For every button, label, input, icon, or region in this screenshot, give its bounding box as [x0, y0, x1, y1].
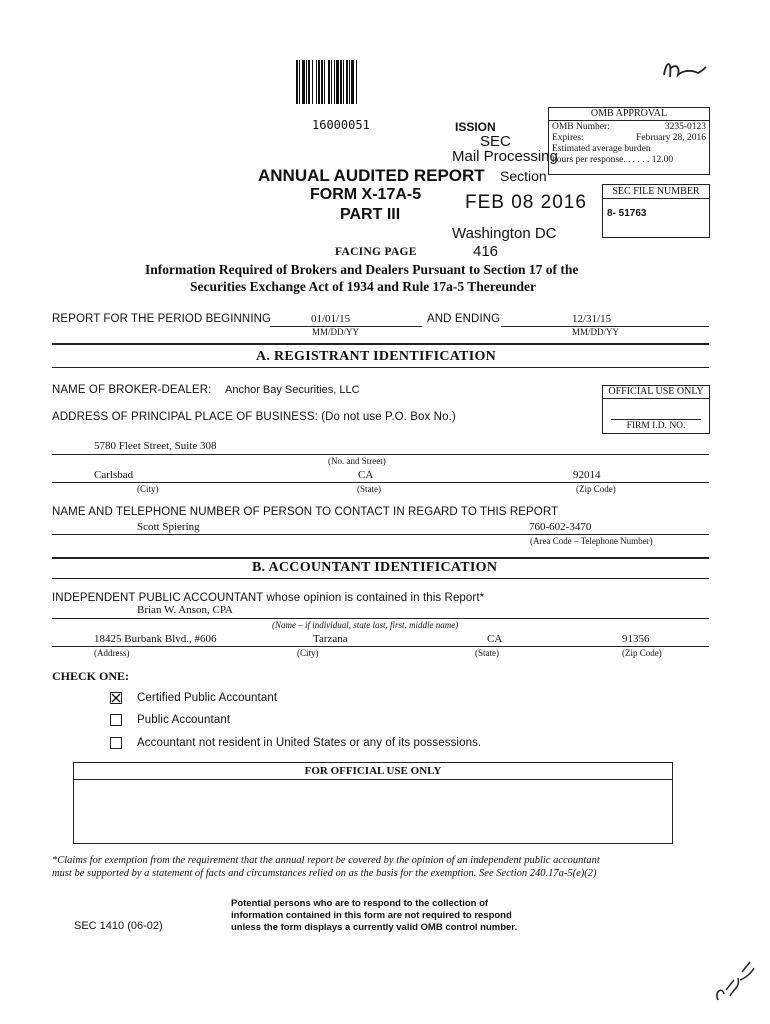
checkbox-cpa[interactable]	[110, 692, 122, 704]
option-public-accountant: Public Accountant	[137, 714, 231, 726]
part-title: PART III	[340, 206, 401, 223]
stamp-sec: SEC	[480, 133, 511, 150]
firm-id-label: FIRM I.D. NO.	[626, 421, 686, 431]
checkbox-non-resident[interactable]	[110, 737, 122, 749]
barcode	[296, 60, 386, 104]
zip-value[interactable]: 92014	[573, 469, 601, 481]
info-line-2: Securities Exchange Act of 1934 and Rule 17a-5 Thereunder	[190, 279, 536, 294]
notice-line-3: unless the form displays a currently valid OMB control number.	[231, 922, 518, 933]
omb-title: OMB APPROVAL	[549, 108, 709, 121]
broker-value[interactable]: Anchor Bay Securities, LLC	[225, 384, 360, 396]
city-value[interactable]: Carlsbad	[94, 469, 134, 481]
form-title: FORM X-17A-5	[310, 186, 422, 203]
check-one-label: CHECK ONE:	[52, 669, 130, 683]
period-begin-label: REPORT FOR THE PERIOD BEGINNING	[52, 313, 272, 325]
accountant-label: INDEPENDENT PUBLIC ACCOUNTANT whose opinion is contained in this Report*	[52, 592, 485, 604]
footnote-line-2: must be supported by a statement of facts and circumstances relied on as the basis for the exemption. See Section 240.17a-5(e)(2)	[52, 868, 597, 879]
omb-number-value: 3235-0123	[664, 122, 706, 132]
handwritten-initials	[660, 55, 710, 85]
stamp-partial: ISSION	[455, 120, 496, 134]
handwritten-date	[700, 950, 760, 1010]
notice-line-1: Potential persons who are to respond to the collection of	[231, 898, 489, 909]
acct-city[interactable]: Tarzana	[313, 633, 348, 645]
period-begin-format: MM/DD/YY	[312, 327, 360, 337]
period-end-format: MM/DD/YY	[572, 327, 620, 337]
section-a-heading: A. REGISTRANT IDENTIFICATION	[256, 349, 497, 364]
omb-expires-label: Expires:	[552, 133, 584, 143]
official-use-only-label: FOR OFFICIAL USE ONLY	[74, 763, 672, 780]
period-end-value[interactable]: 12/31/15	[572, 313, 612, 325]
stamp-mail-processing: Mail Processing	[452, 148, 558, 165]
sec-file-number-box	[602, 184, 710, 238]
omb-burden-1: Estimated average burden	[552, 144, 651, 154]
street-value[interactable]: 5780 Fleet Street, Suite 308	[94, 440, 217, 452]
notice-line-2: information contained in this form are not required to respond	[231, 910, 512, 921]
phone-caption: (Area Code – Telephone Number)	[530, 536, 653, 546]
report-title: ANNUAL AUDITED REPORT	[258, 166, 485, 185]
acct-city-caption: (City)	[297, 648, 319, 658]
street-caption: (No. and Street)	[328, 456, 386, 466]
contact-name[interactable]: Scott Spiering	[137, 521, 200, 533]
broker-label: NAME OF BROKER-DEALER:	[52, 384, 212, 396]
name-caption: (Name – if individual, state last, first, middle name)	[272, 620, 459, 630]
omb-burden-2: hours per response. . . . . . 12.00	[552, 155, 674, 165]
acct-zip-caption: (Zip Code)	[622, 648, 662, 658]
acct-zip[interactable]: 91356	[622, 633, 650, 645]
address-label: ADDRESS OF PRINCIPAL PLACE OF BUSINESS: (Do not use P.O. Box No.)	[52, 411, 456, 423]
stamp-city: Washington DC	[452, 225, 557, 242]
state-value[interactable]: CA	[358, 469, 374, 481]
period-end-label: AND ENDING	[427, 313, 501, 325]
stamp-date: FEB 08 2016	[465, 192, 587, 213]
official-use-box	[602, 385, 710, 434]
option-cpa: Certified Public Accountant	[137, 692, 278, 704]
contact-label: NAME AND TELEPHONE NUMBER OF PERSON TO CONTACT IN REGARD TO THIS REPORT	[52, 506, 559, 518]
contact-phone[interactable]: 760-602-3470	[529, 521, 592, 533]
info-line-1: Information Required of Brokers and Dealers Pursuant to Section 17 of the	[145, 262, 579, 277]
zip-caption: (Zip Code)	[576, 484, 616, 494]
barcode-number: 16000051	[312, 118, 370, 132]
city-caption: (City)	[137, 484, 159, 494]
accountant-name[interactable]: Brian W. Anson, CPA	[137, 604, 233, 616]
omb-approval-box	[548, 107, 710, 175]
option-non-resident: Accountant not resident in United States or any of its possessions.	[137, 737, 482, 749]
sec-file-value: 8- 51763	[607, 208, 647, 219]
period-begin-value[interactable]: 01/01/15	[311, 313, 351, 325]
checkbox-public-accountant[interactable]	[110, 714, 122, 726]
section-b-heading: B. ACCOUNTANT IDENTIFICATION	[252, 560, 498, 575]
official-use-only-box	[73, 762, 673, 844]
stamp-section: Section	[500, 168, 547, 184]
omb-expires-value: February 28, 2016	[636, 133, 706, 143]
acct-state-caption: (State)	[475, 648, 499, 658]
acct-address-caption: (Address)	[94, 648, 130, 658]
facing-page: FACING PAGE	[335, 246, 417, 258]
sec-file-label: SEC FILE NUMBER	[603, 185, 709, 199]
stamp-number: 416	[473, 243, 499, 260]
state-caption: (State)	[357, 484, 381, 494]
official-use-label: OFFICIAL USE ONLY	[603, 386, 709, 399]
acct-state[interactable]: CA	[487, 633, 503, 645]
footnote-line-1: *Claims for exemption from the requirement that the annual report be covered by the opinion of an independent public accountant	[52, 855, 600, 866]
acct-address[interactable]: 18425 Burbank Blvd., #606	[94, 633, 217, 645]
form-id: SEC 1410 (06-02)	[74, 920, 163, 932]
omb-number-label: OMB Number:	[552, 122, 610, 132]
